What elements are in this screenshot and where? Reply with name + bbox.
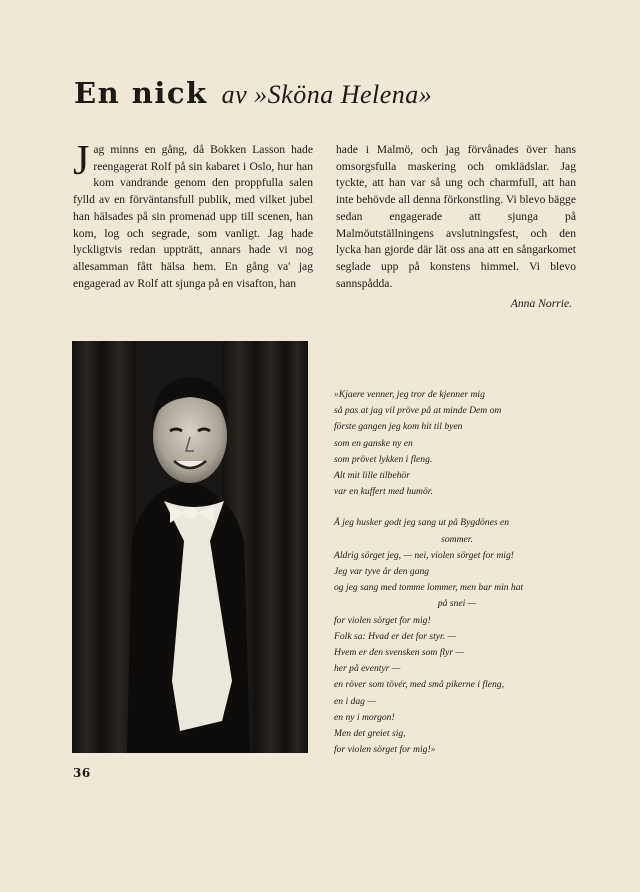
- right-column-text: hade i Malmö, och jag förvånades över hans omsorgsfulla maskering och omklädslar. Jag tyckte, att han var så ung och charmfull, att han inte behövde all denna förkonstling. Vi blevo bägge sedan engagerade att sjunga på Malmöutställningens avslutningsfest, och den lycka han gjorde där lät oss ana att en sångarkomet seglade upp på konstens himmel. Vi blevo sannspådda.: [336, 143, 576, 290]
- verse-stanza-1: [334, 387, 580, 500]
- verse-line: en ny i morgon!: [334, 711, 395, 723]
- verse-line: Hvem er den svensken som flyr —: [334, 647, 465, 659]
- verse-line: så pas at jag vil pröve på at minde Dem om: [334, 405, 502, 417]
- article-title: [74, 76, 432, 110]
- verse-line: Folk sa: Hvad er det for styr. —: [334, 630, 457, 642]
- verse-line: förste gangen jeg kom hit til byen: [334, 421, 463, 433]
- verse-line-continuation: på snei —: [437, 598, 477, 610]
- left-column-text: Jag minns en gång, då Bokken Lasson hade reengagerat Rolf på sin kabaret i Oslo, hur han kom vandrande genom den proppfulla salen fylld av en förväntansfull publik, med vilket jubel han hälsades på sin promenad upp till scenen, han kom, log och segrade, som vanligt. Jag hade lyckligtvis redan uppträtt, annars hade vi nog allesamman fått hälsa hem. En gång va' jag engagerad av Rolf att sjunga på en visafton, han: [73, 138, 313, 290]
- verse-line: en röver som tövér, med små pikerne i fleng,: [334, 679, 504, 691]
- song-verse: [334, 387, 580, 773]
- verse-line: Men det greiet sig,: [334, 728, 406, 740]
- verse-line: var en kuffert med humör.: [334, 486, 433, 498]
- verse-line: her på eventyr —: [334, 663, 401, 675]
- verse-line: Å jeg husker godt jeg sang ut på Bygdönes en: [334, 517, 510, 529]
- text-column-right: [336, 142, 576, 313]
- verse-line: som en ganske ny en: [334, 437, 413, 449]
- portrait-photo: [72, 341, 308, 753]
- verse-line: en i dag —: [334, 695, 376, 707]
- verse-line-continuation: sommer.: [441, 533, 473, 545]
- verse-line: for violen sörget for mig!»: [334, 744, 436, 756]
- verse-line: Alt mit lille tilbehör: [334, 470, 410, 482]
- verse-stanza-2: [334, 515, 580, 758]
- title-bold: En nick: [74, 76, 208, 110]
- signature: Anna Norrie.: [510, 297, 572, 311]
- title-italic: av »Sköna Helena»: [221, 80, 433, 109]
- verse-line: for violen sörget for mig!: [334, 614, 431, 626]
- verse-line: Aldrig sörget jeg, — nei, violen sörget for mig!: [334, 549, 514, 561]
- verse-line: og jeg sang med tomme lommer, men bar min hat: [334, 582, 524, 594]
- verse-line: som prövet lykken i fleng.: [334, 453, 433, 465]
- portrait-illustration: [72, 341, 308, 753]
- verse-line: »Kjaere venner, jeg tror de kjenner mig: [334, 389, 485, 400]
- page-number: 36: [73, 766, 91, 780]
- verse-line: Jeg var tyve år den gang: [334, 566, 430, 578]
- text-column-left: [73, 138, 313, 292]
